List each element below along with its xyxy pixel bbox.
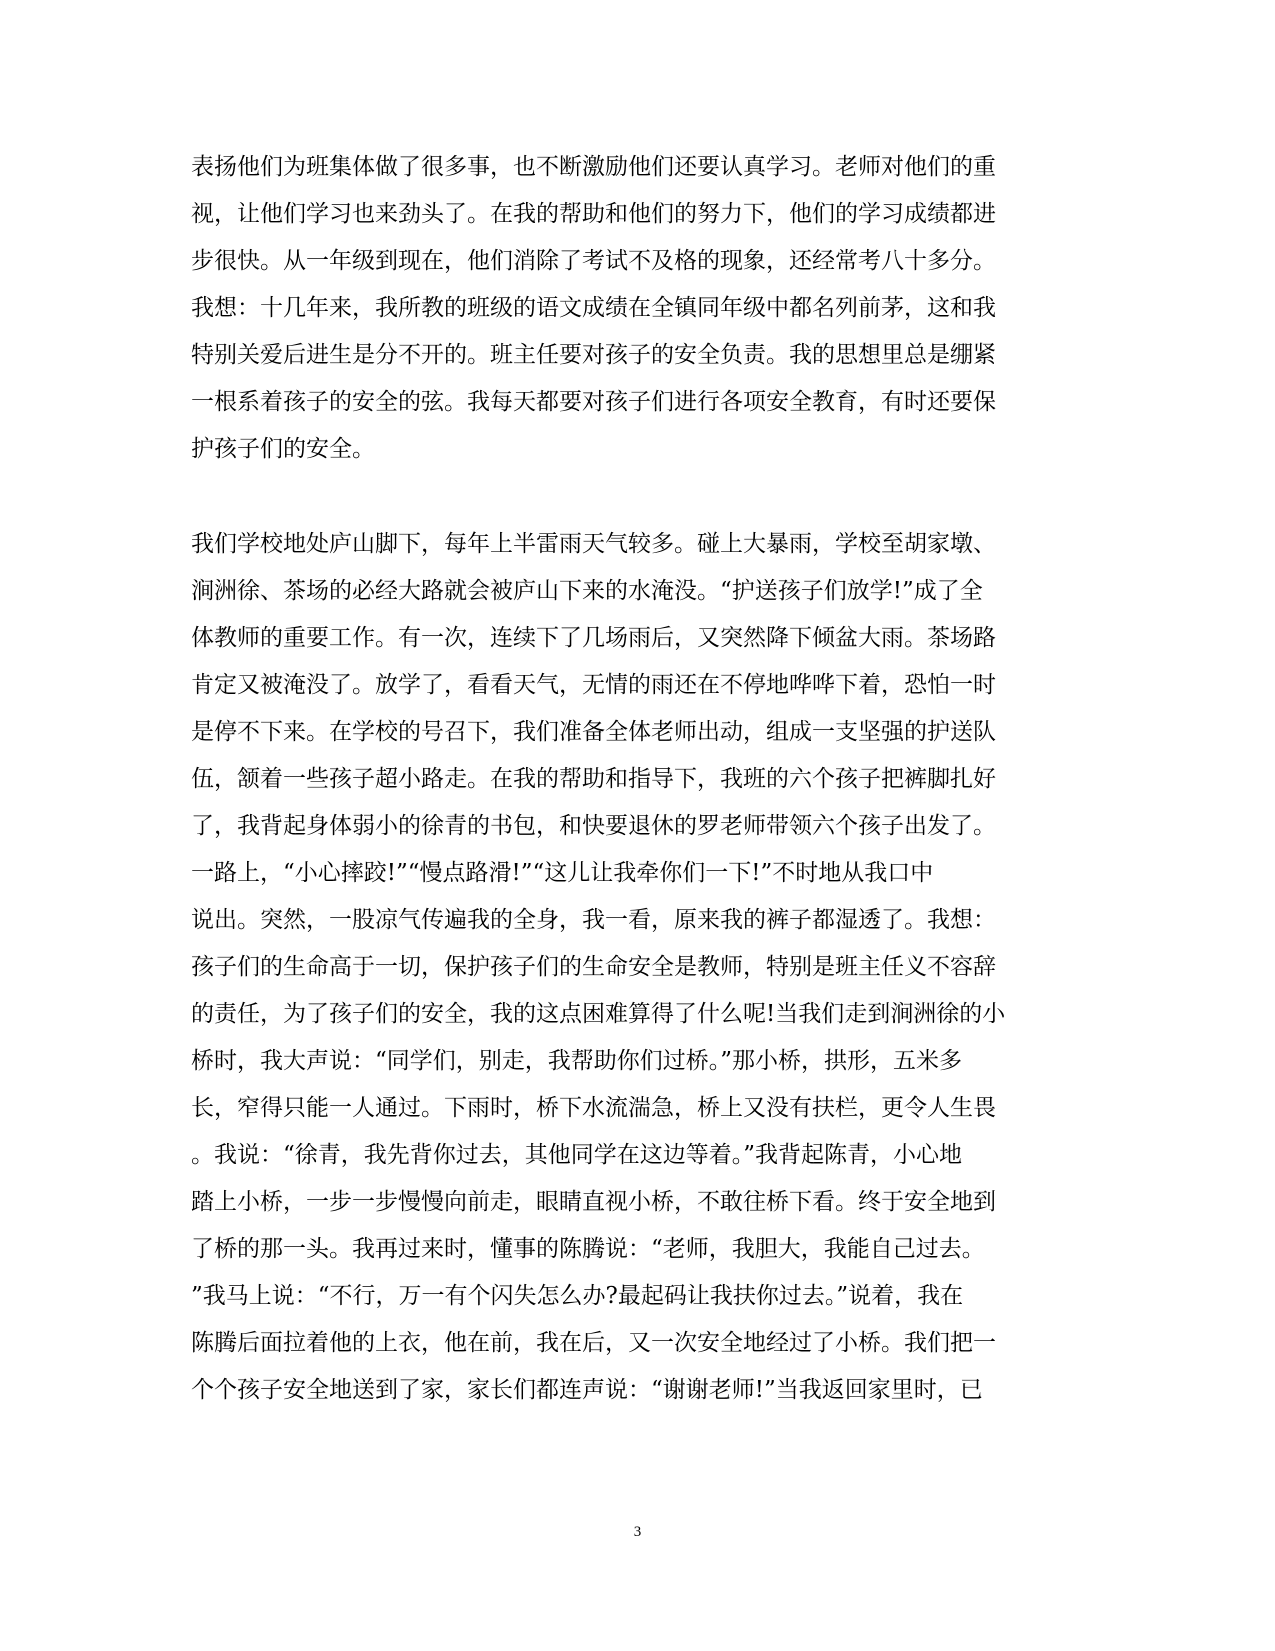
text-line: 我想：十几年来，我所教的班级的语文成绩在全镇同年级中都名列前茅，这和我 bbox=[191, 295, 996, 321]
text-line: 孩子们的生命高于一切，保护孩子们的生命安全是教师，特别是班主任义不容辞 bbox=[191, 954, 996, 980]
text-line: 。我说：“徐青，我先背你过去，其他同学在这边等着。”我背起陈青，小心地 bbox=[191, 1142, 963, 1168]
text-line: 一根系着孩子的安全的弦。我每天都要对孩子们进行各项安全教育，有时还要保 bbox=[191, 389, 996, 415]
text-line: 说出。突然，一股凉气传遍我的全身，我一看，原来我的裤子都湿透了。我想： bbox=[191, 907, 996, 933]
text-line: 陈腾后面拉着他的上衣，他在前，我在后，又一次安全地经过了小桥。我们把一 bbox=[191, 1330, 996, 1356]
text-line: 是停不下来。在学校的号召下，我们准备全体老师出动，组成一支坚强的护送队 bbox=[191, 719, 996, 745]
text-line: 踏上小桥，一步一步慢慢向前走，眼睛直视小桥，不敢往桥下看。终于安全地到 bbox=[191, 1189, 996, 1215]
text-line: ”我马上说：“不行，万一有个闪失怎么办?最起码让我扶你过去。”说着，我在 bbox=[191, 1283, 964, 1309]
text-line: 视，让他们学习也来劲头了。在我的帮助和他们的努力下，他们的学习成绩都进 bbox=[191, 201, 996, 227]
text-line: 特别关爱后进生是分不开的。班主任要对孩子的安全负责。我的思想里总是绷紧 bbox=[191, 342, 996, 368]
text-line: 表扬他们为班集体做了很多事，也不断激励他们还要认真学习。老师对他们的重 bbox=[191, 154, 996, 180]
text-line: 桥时，我大声说：“同学们，别走，我帮助你们过桥。”那小桥，拱形，五米多 bbox=[191, 1048, 963, 1074]
text-line: 的责任，为了孩子们的安全，我的这点困难算得了什么呢!当我们走到涧洲徐的小 bbox=[191, 1001, 1006, 1027]
text-line: 体教师的重要工作。有一次，连续下了几场雨后，又突然降下倾盆大雨。茶场路 bbox=[191, 625, 996, 651]
text-line: 我们学校地处庐山脚下，每年上半雷雨天气较多。碰上大暴雨，学校至胡家墩、 bbox=[191, 531, 996, 557]
text-line: 伍，颔着一些孩子超小路走。在我的帮助和指导下，我班的六个孩子把裤脚扎好 bbox=[191, 766, 996, 792]
text-line: 护孩子们的安全。 bbox=[191, 436, 375, 462]
text-line: 涧洲徐、茶场的必经大路就会被庐山下来的水淹没。“护送孩子们放学!”成了全 bbox=[191, 578, 983, 604]
text-line: 长，窄得只能一人通过。下雨时，桥下水流湍急，桥上又没有扶栏，更令人生畏 bbox=[191, 1095, 996, 1121]
text-line: 一路上，“小心摔跤!”“慢点路滑!”“这儿让我牵你们一下!”不时地从我口中 bbox=[191, 860, 934, 886]
text-line: 肯定又被淹没了。放学了，看看天气，无情的雨还在不停地哗哗下着，恐怕一时 bbox=[191, 672, 996, 698]
text-line: 了，我背起身体弱小的徐青的书包，和快要退休的罗老师带领六个孩子出发了。 bbox=[191, 813, 996, 839]
text-line: 了桥的那一头。我再过来时，懂事的陈腾说：“老师，我胆大，我能自己过去。 bbox=[191, 1236, 985, 1262]
text-line: 步很快。从一年级到现在，他们消除了考试不及格的现象，还经常考八十多分。 bbox=[191, 248, 996, 274]
text-line: 个个孩子安全地送到了家，家长们都连声说：“谢谢老师!”当我返回家里时，已 bbox=[191, 1377, 983, 1403]
page-number: 3 bbox=[633, 1524, 642, 1540]
